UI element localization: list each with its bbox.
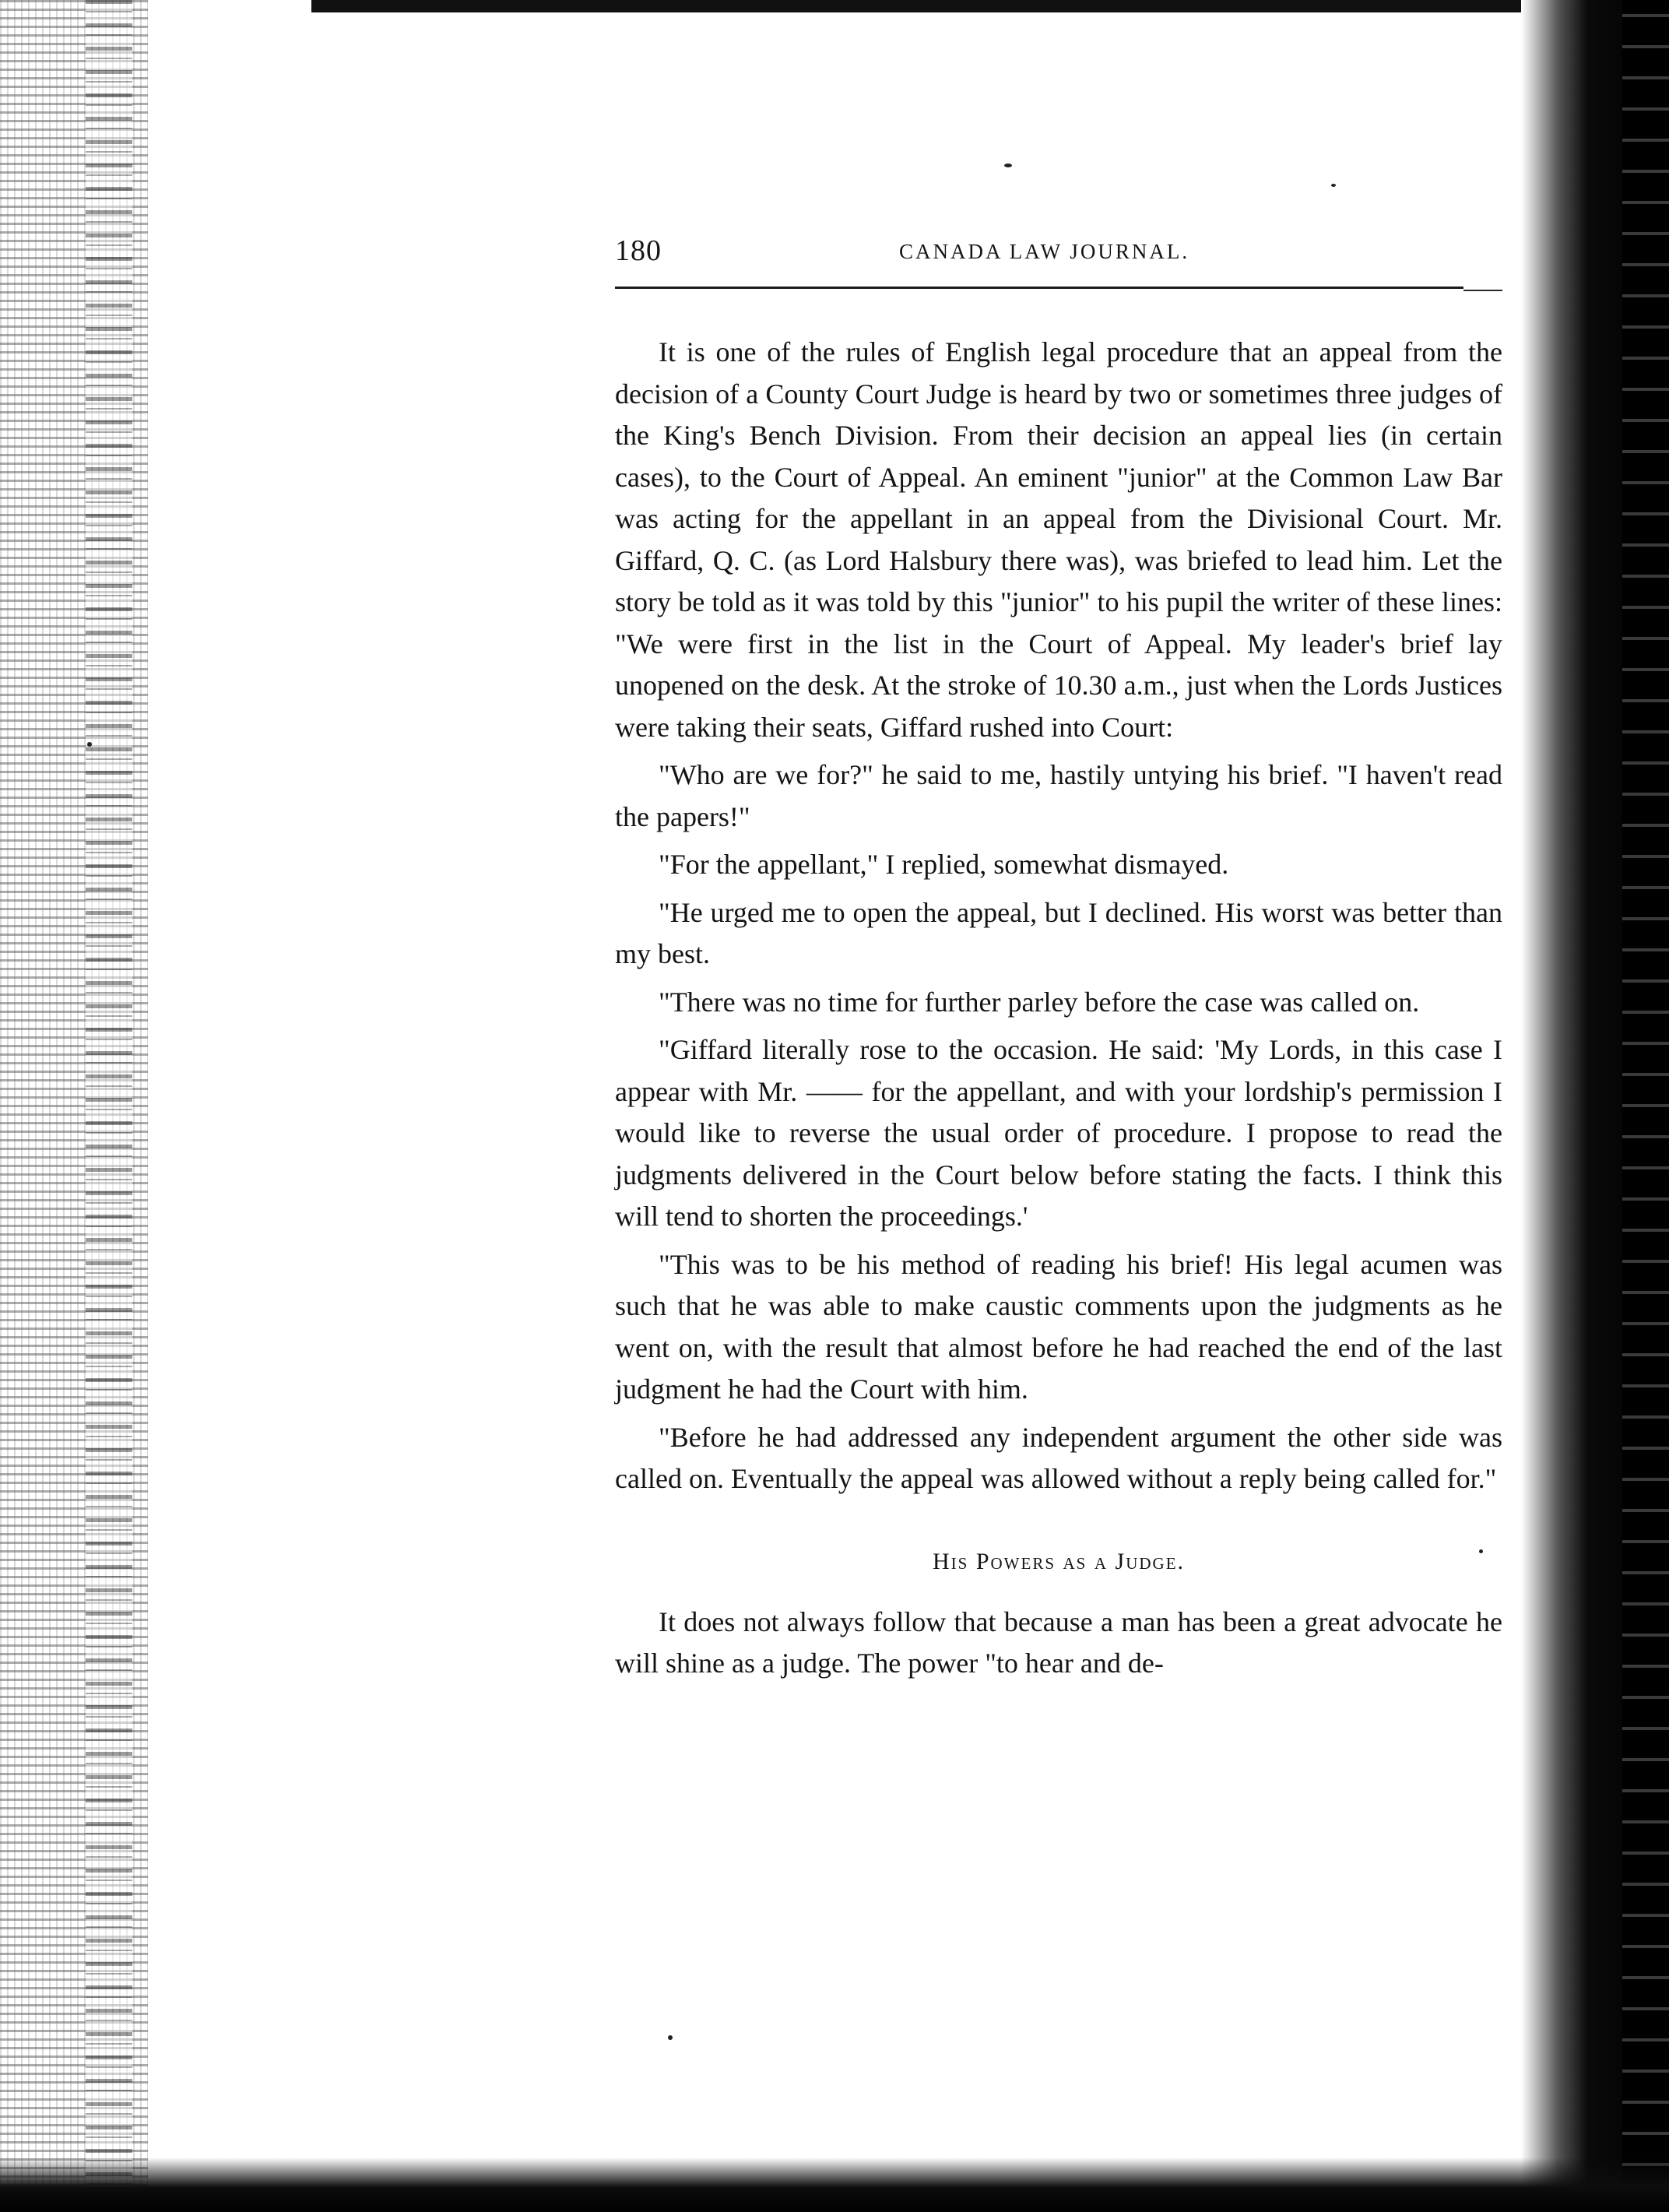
paragraph: It does not always follow that because a man has been a great advocate he will shine as a judge. The power "to hear and de- [615, 1605, 1502, 1679]
scan-top-edge [311, 0, 1557, 12]
scan-bottom-edge [0, 2157, 1669, 2212]
running-head [615, 234, 1502, 269]
paragraph: "Giffard literally rose to the occasion. He said: 'My Lords, in this case I appear with Mr. —— for the appellant, and with your lordship's permission I would like to reverse the usual order of procedure. I propose to read the judgments delivered in the Court below before stating the facts. I think this will tend to shorten the proceedings.' [615, 1034, 1502, 1232]
dust-speck [1004, 164, 1012, 167]
paragraph: "There was no time for further parley before the case was called on. [659, 986, 1420, 1018]
paragraph: "This was to be his method of reading his brief! His legal acumen was such that he was able to make caustic comments upon the judgments as he went on, with the result that almost before he had reached the end of the last judgment he had the Court with him. [615, 1248, 1502, 1405]
paragraph: "He urged me to open the appeal, but I declined. His worst was better than my best. [615, 896, 1502, 969]
header-rule [615, 287, 1463, 289]
page-number: 180 [615, 234, 662, 267]
paragraph: "Before he had addressed any independent argument the other side was called on. Eventually the appeal was allowed without a reply being called for." [615, 1421, 1502, 1494]
dust-speck [668, 2035, 673, 2040]
dust-speck [87, 742, 92, 747]
paragraph: "For the appellant," I replied, somewhat dismayed. [659, 849, 1229, 880]
journal-title: CANADA LAW JOURNAL. [899, 240, 1190, 263]
scan-right-spine [1622, 0, 1669, 2212]
section-heading: His Powers as a Judge. [932, 1548, 1186, 1574]
book-page [615, 234, 1502, 1679]
dust-speck [1331, 184, 1336, 187]
header-rule-tail [1463, 290, 1502, 291]
scan-left-strip [86, 0, 132, 2212]
article-body [615, 332, 1502, 1685]
paragraph: It is one of the rules of English legal procedure that an appeal from the decision of a County Court Judge is heard by two or sometimes three judges of the King's Bench Division. From their decision an appeal lies (in certain cases), to the Court of Appeal. An eminent "junior" at the Common Law Bar was acting for the appellant in an appeal from the Divisional Court. Mr. Giffard, Q. C. (as Lord Halsbury there was), was briefed to lead him. Let the story be told as it was told by this "junior" to his pupil the writer of these lines: "We were first in the list in the Court of Appeal. My leader's brief lay unopened on the desk. At the stroke of 10.30 a.m., just when the Lords Justices were taking their seats, Giffard rushed into Court: [615, 336, 1502, 743]
paragraph: "Who are we for?" he said to me, hastily untying his brief. "I haven't read the papers!" [615, 759, 1502, 832]
